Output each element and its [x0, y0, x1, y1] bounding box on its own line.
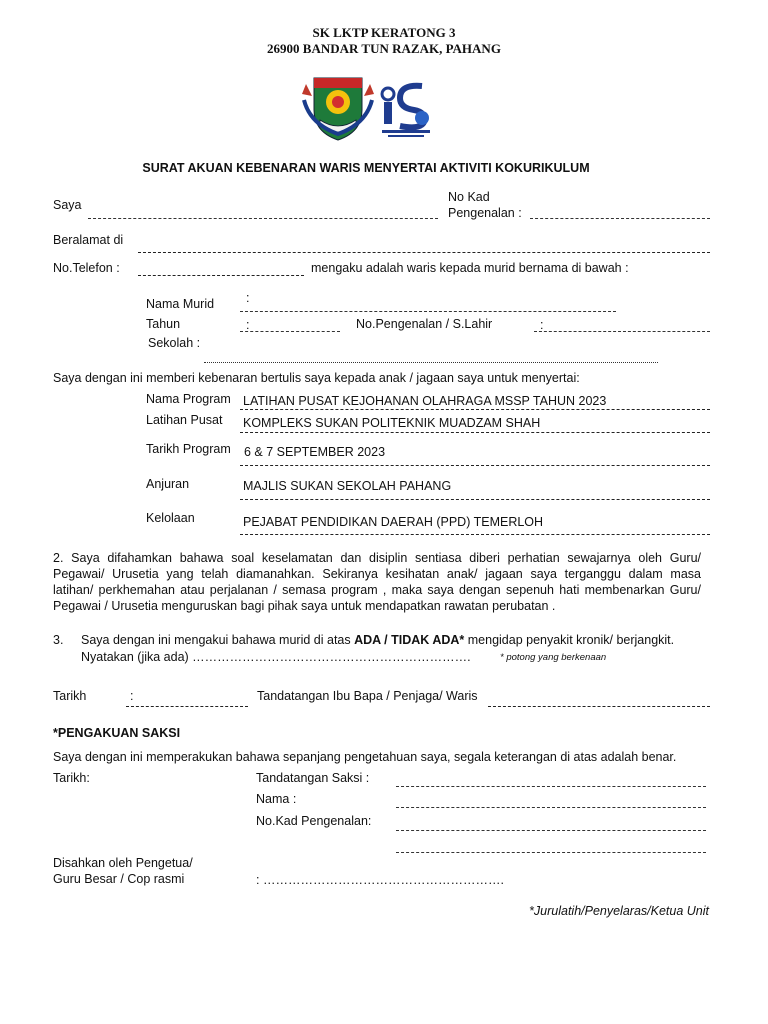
tandatangan-saksi-line[interactable]: [396, 786, 706, 787]
clause-2-line-3: latihan/ perkhemahan atau perjalanan / semasa program , maka saya dengan sepenuh hati membenarkan Guru/: [53, 583, 701, 597]
tarikh-program-line: [240, 465, 710, 466]
nama-murid-label: Nama Murid: [146, 297, 215, 311]
school-name: SK LKTP KERATONG 3: [312, 25, 456, 40]
saksi-no-kad-line[interactable]: [396, 830, 706, 831]
clause-2: [53, 550, 701, 614]
form-title: SURAT AKUAN KEBENARAN WARIS MENYERTAI AKTIVITI KOKURIKULUM: [142, 161, 590, 175]
anjuran-label: Anjuran: [146, 477, 190, 491]
school-crest-icon: [300, 74, 376, 142]
nama-murid-colon: :: [246, 291, 250, 305]
no-pengenalan-input-line[interactable]: [534, 331, 710, 332]
nama-program-line: [240, 409, 710, 410]
sekolah-label: Sekolah :: [148, 336, 201, 350]
no-kad-input-line[interactable]: [530, 218, 710, 219]
clause-3-text-before: Saya dengan ini mengakui bahawa murid di atas: [81, 633, 355, 647]
tandatangan-waris-label: Tandatangan Ibu Bapa / Penjaga/ Waris: [257, 689, 478, 703]
tahun-label: Tahun: [146, 317, 181, 331]
clause-2-line-2: Pegawai/ Urusetia yang telah diamanahkan. Sekiranya kesihatan anak/ jagaan saya terganggu dalam masa: [53, 567, 701, 581]
nyatakan-text: Nyatakan (jika ada) ………………………………………………………….: [81, 650, 471, 664]
clause-3-number: 3.: [53, 633, 64, 647]
clause-2-line-1: 2. Saya difahamkan bahawa soal keselamatan dan disiplin sentiasa diberi perhatian sewajarnya oleh Guru/: [53, 551, 701, 565]
no-kad-label-1: No Kad: [448, 190, 490, 204]
saksi-nama-line[interactable]: [396, 807, 706, 808]
tarikh-program-label: Tarikh Program: [146, 442, 231, 456]
telefon-input-line[interactable]: [138, 275, 304, 276]
sekolah-input-line[interactable]: [204, 362, 658, 363]
tahun-colon: :: [246, 318, 250, 332]
no-kad-label-2: Pengenalan :: [448, 206, 522, 220]
nama-program-label: Nama Program: [146, 392, 231, 406]
clause-2-line-4: Pegawai / Urusetia menguruskan bagi pihak saya untuk mendapatkan rawatan perubatan .: [53, 599, 556, 613]
clause-3-bold: ADA / TIDAK ADA*: [354, 633, 465, 647]
saksi-statement: Saya dengan ini memperakukan bahawa sepanjang pengetahuan saya, segala keterangan di atas adalah benar.: [53, 750, 677, 764]
tahun-input-line[interactable]: [240, 331, 340, 332]
saksi-nama-label: Nama :: [256, 792, 297, 806]
disahkan-value: : ………………………………………………….: [256, 873, 504, 887]
no-pengenalan-label: No.Pengenalan / S.Lahir: [356, 317, 493, 331]
saksi-no-kad-label: No.Kad Pengenalan:: [256, 814, 372, 828]
tarikh-input-line[interactable]: [126, 706, 248, 707]
nama-program-value: LATIHAN PUSAT KEJOHANAN OLAHRAGA MSSP TAHUN 2023: [243, 394, 607, 408]
saksi-tarikh-label: Tarikh:: [53, 771, 90, 785]
tarikh-colon: :: [130, 689, 134, 703]
saya-input-line[interactable]: [88, 218, 438, 219]
mengaku-text: mengaku adalah waris kepada murid bernama di bawah :: [311, 261, 629, 275]
kpm-logo-icon: [378, 76, 434, 140]
tandatangan-waris-line[interactable]: [488, 706, 710, 707]
footer-note: *Jurulatih/Penyelaras/Ketua Unit: [529, 904, 709, 918]
school-address: 26900 BANDAR TUN RAZAK, PAHANG: [267, 41, 501, 56]
latihan-pusat-line: [240, 432, 710, 433]
latihan-pusat-value: KOMPLEKS SUKAN POLITEKNIK MUADZAM SHAH: [243, 416, 541, 430]
no-pengenalan-colon: :: [540, 318, 544, 332]
potong-note: * potong yang berkenaan: [500, 652, 607, 663]
permission-intro: Saya dengan ini memberi kebenaran bertulis saya kepada anak / jagaan saya untuk menyertai:: [53, 371, 580, 385]
kelolaan-value: PEJABAT PENDIDIKAN DAERAH (PPD) TEMERLOH: [243, 515, 544, 529]
saya-label: Saya: [53, 198, 82, 212]
kelolaan-line: [240, 534, 710, 535]
anjuran-line: [240, 499, 710, 500]
alamat-input-line[interactable]: [138, 252, 710, 253]
clause-3-text-after: mengidap penyakit kronik/ berjangkit.: [464, 633, 675, 647]
disahkan-line-2: Guru Besar / Cop rasmi: [53, 872, 185, 886]
nama-murid-input-line[interactable]: [240, 311, 616, 312]
latihan-pusat-label: Latihan Pusat: [146, 413, 223, 427]
tarikh-program-value: 6 & 7 SEPTEMBER 2023: [244, 445, 386, 459]
disahkan-line-1: Disahkan oleh Pengetua/: [53, 856, 193, 870]
tandatangan-saksi-label: Tandatangan Saksi :: [256, 771, 370, 785]
tarikh-label: Tarikh: [53, 689, 87, 703]
clause-3-text: [81, 633, 674, 648]
telefon-label: No.Telefon :: [53, 261, 120, 275]
anjuran-value: MAJLIS SUKAN SEKOLAH PAHANG: [243, 479, 452, 493]
beralamat-label: Beralamat di: [53, 233, 124, 247]
kelolaan-label: Kelolaan: [146, 511, 195, 525]
pengakuan-saksi-heading: *PENGAKUAN SAKSI: [53, 726, 181, 740]
saksi-extra-line[interactable]: [396, 852, 706, 853]
